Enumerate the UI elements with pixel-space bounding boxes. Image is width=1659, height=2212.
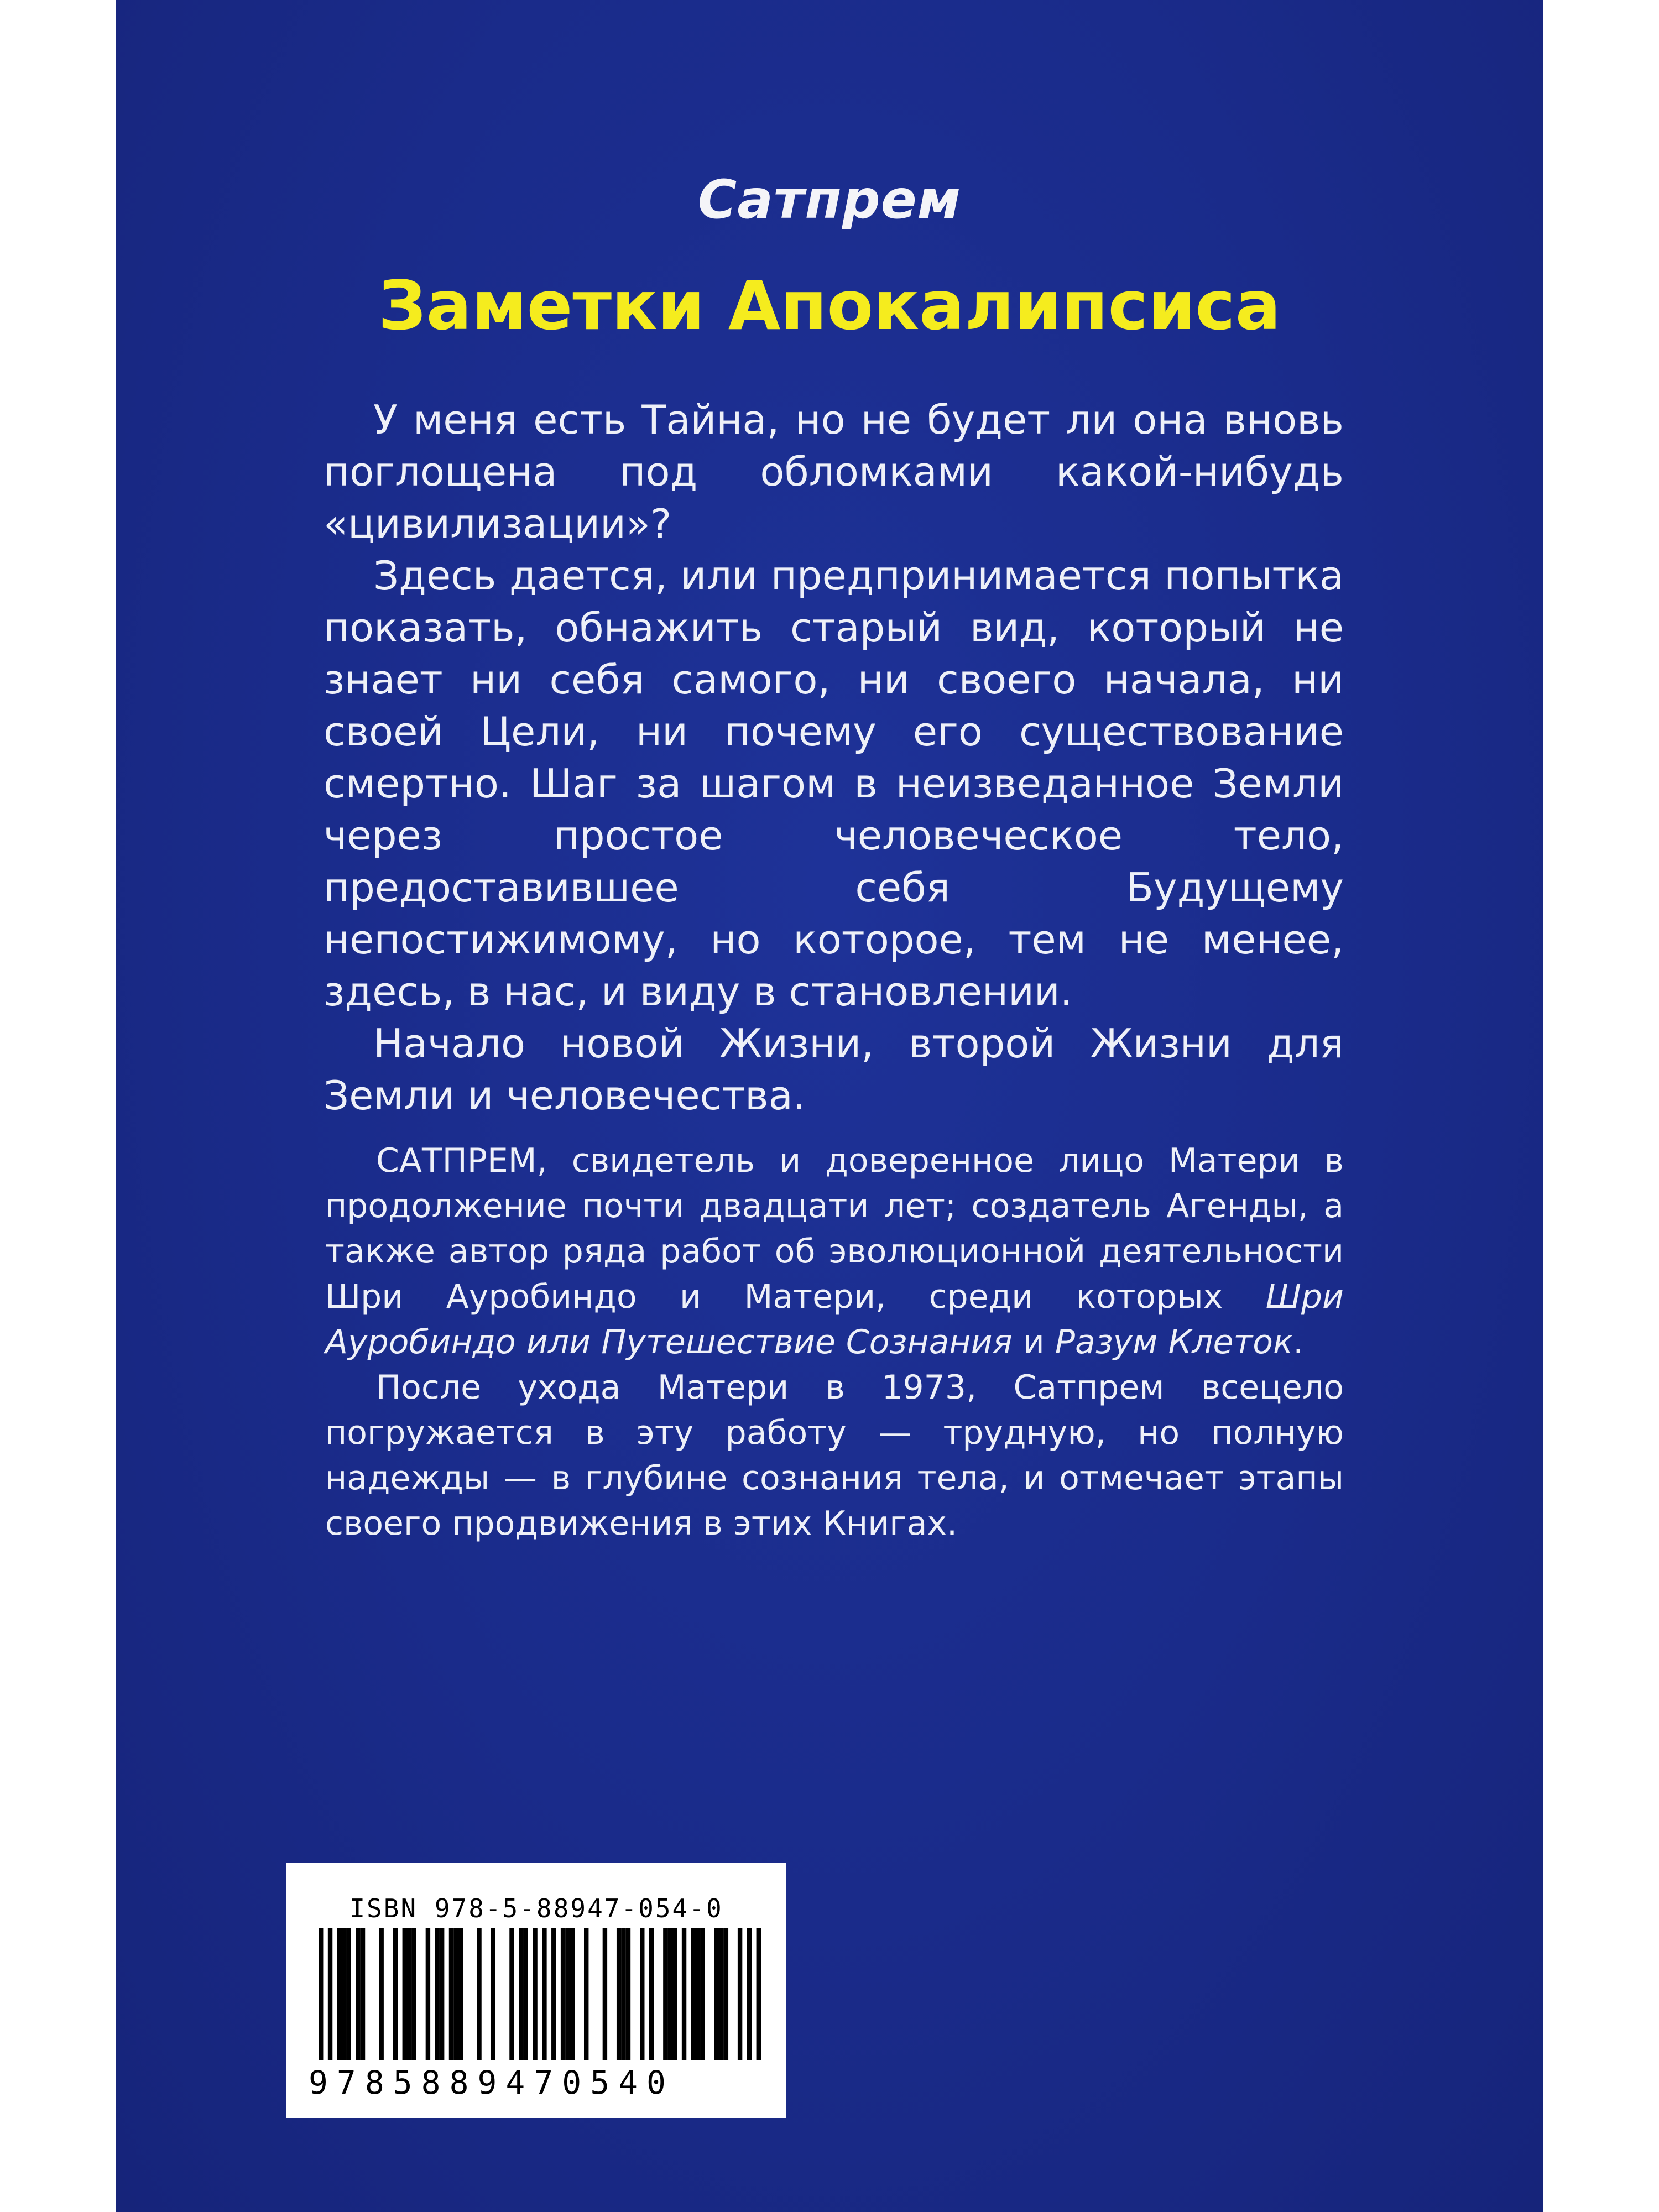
bio-text: .	[1293, 1323, 1304, 1361]
barcode-bar	[757, 1928, 761, 2060]
barcode-bar	[626, 1928, 630, 2060]
barcode-bar	[672, 1928, 677, 2060]
barcode-bar	[426, 1928, 430, 2060]
barcode-bar	[403, 1928, 407, 2060]
barcode-bar	[640, 1928, 644, 2060]
barcode-bar	[440, 1928, 444, 2060]
barcode-bar	[701, 1928, 705, 2060]
bio-paragraph	[325, 1138, 1344, 1365]
barcode-bar	[347, 1928, 351, 2060]
barcode-bar	[393, 1928, 398, 2060]
barcode-bar	[621, 1928, 625, 2060]
barcode-bar	[453, 1928, 458, 2060]
barcode-bar	[449, 1928, 453, 2060]
barcode-bar	[551, 1928, 556, 2060]
barcode-bar	[649, 1928, 654, 2060]
barcode-bar	[356, 1928, 360, 2060]
barcode-bar	[565, 1928, 570, 2060]
barcode-bar	[570, 1928, 575, 2060]
barcode-bar	[337, 1928, 342, 2060]
barcode-bar	[533, 1928, 537, 2060]
author-bio	[325, 1138, 1344, 1546]
author-name: Сатпрем	[697, 169, 962, 231]
barcode-bar	[491, 1928, 495, 2060]
barcode-bar	[724, 1928, 728, 2060]
ean-digits: 9785889470540	[309, 2064, 675, 2101]
bio-paragraph: После ухода Матери в 1973, Сатпрем всецело погружается в эту работу — трудную, но полную надежды — в глубине сознания тела, и отмечает этапы своего продвижения в этих Книгах.	[325, 1368, 1344, 1543]
blurb-text	[324, 394, 1344, 1121]
blurb-paragraph: Начало новой Жизни, второй Жизни для Земли и человечества.	[324, 1020, 1344, 1119]
barcode-bar	[542, 1928, 546, 2060]
barcode-bar	[407, 1928, 411, 2060]
barcode-bar	[319, 1928, 323, 2060]
barcode-bar	[682, 1928, 686, 2060]
barcode-bar	[458, 1928, 463, 2060]
barcode-bar	[519, 1928, 523, 2060]
barcode-bar	[603, 1928, 607, 2060]
book-back-cover	[116, 0, 1543, 2212]
barcode-bar	[477, 1928, 481, 2060]
barcode-bar	[617, 1928, 621, 2060]
book-reference: Разум Клеток	[1055, 1323, 1293, 1361]
barcode-icon	[319, 1928, 761, 2060]
barcode-bar	[747, 1928, 752, 2060]
barcode-bar	[714, 1928, 719, 2060]
barcode-bar	[361, 1928, 365, 2060]
barcode-bar	[328, 1928, 332, 2060]
book-reference: Шри Ауробиндо или Путешествие Сознания	[325, 1277, 1344, 1361]
barcode-bar	[342, 1928, 346, 2060]
barcode-bar	[719, 1928, 723, 2060]
bio-text: и	[1012, 1323, 1055, 1361]
blurb-paragraph: У меня есть Тайна, но не будет ли она вновь поглощена под обломками какой-нибудь «цивилизации»?	[324, 397, 1344, 547]
blurb-paragraph: Здесь дается, или предпринимается попытка показать, обнажить старый вид, который не знает ни себя самого, ни своего начала, ни своей Цели, ни почему его существование смертно. Шаг за шагом в неизведанное Земли через простое человеческое тело, предоставившее себя Будущему непостижимому, но которое, тем не менее, здесь, в нас, и виду в становлении.	[324, 552, 1344, 1015]
barcode-bar	[668, 1928, 672, 2060]
barcode-bar	[561, 1928, 565, 2060]
barcode-bar	[696, 1928, 700, 2060]
barcode-bar	[691, 1928, 696, 2060]
bio-text: САТПРЕМ, свидетель и доверенное лицо Матери в продолжение почти двадцати лет; создатель Агенды, а также автор ряда работ об эволюционной деятельности Шри Ауробиндо и Матери, среди которых	[325, 1141, 1344, 1316]
isbn-number: ISBN 978-5-88947-054-0	[349, 1893, 723, 1923]
barcode-bar	[509, 1928, 514, 2060]
barcode-bar	[435, 1928, 440, 2060]
book-title: Заметки Апокалипсиса	[378, 267, 1281, 345]
barcode-bar	[584, 1928, 588, 2060]
barcode-bar	[379, 1928, 383, 2060]
barcode-bar	[524, 1928, 528, 2060]
barcode-bar	[738, 1928, 742, 2060]
barcode-bar	[411, 1928, 416, 2060]
barcode-bar	[663, 1928, 667, 2060]
barcode-label	[286, 1863, 786, 2118]
